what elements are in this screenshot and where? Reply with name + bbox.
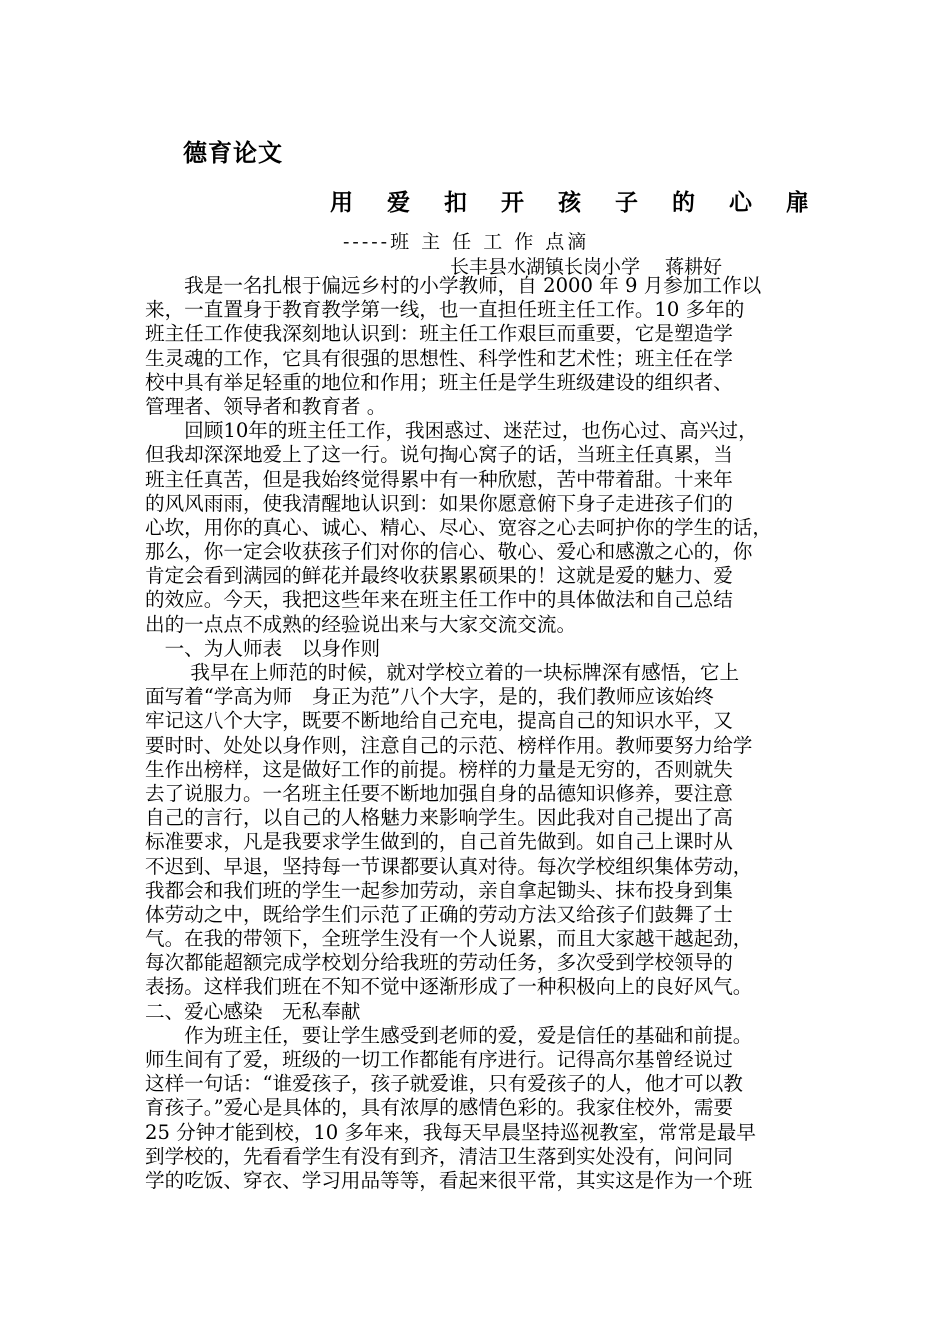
body-line: 出的一点点不成熟的经验说出来与大家交流交流。 [145, 612, 577, 636]
section-heading-1: 一、为人师表 以身作则 [145, 636, 381, 660]
body-line: 体劳动之中，既给学生们示范了正确的劳动方法又给孩子们鼓舞了士 [145, 902, 733, 926]
body-line: 班主任工作使我深刻地认识到：班主任工作艰巨而重要，它是塑造学 [145, 322, 733, 346]
body-line: 面写着“学高为师 身正为范”八个大字，是的，我们教师应该始终 [145, 685, 714, 709]
body-line: 但我却深深地爱上了这一行。说句掏心窝子的话，当班主任真累，当 [145, 443, 733, 467]
body-line: 到学校的，先看看学生有没有到齐，清洁卫生落到实处没有，问问同 [145, 1144, 733, 1168]
body-line: 校中具有举足轻重的地位和作用；班主任是学生班级建设的组织者、 [145, 370, 733, 394]
body-line: 学的吃饭、穿衣、学习用品等等，看起来很平常，其实这是作为一个班 [145, 1168, 753, 1192]
body-line: 来，一直置身于教育教学第一线，也一直担任班主任工作。10 多年的 [145, 298, 745, 322]
body-line: 师生间有了爱，班级的一切工作都能有序进行。记得高尔基曾经说过 [145, 1048, 733, 1071]
document-title: 用 爱 扣 开 孩 子 的 心 扉 [330, 190, 823, 216]
body-line: 我都会和我们班的学生一起参加劳动，亲自拿起锄头、抹布投身到集 [145, 878, 733, 902]
body-line: 育孩子。”爱心是具体的，具有浓厚的感情色彩的。我家住校外，需要 [145, 1096, 734, 1120]
body-line: 作为班主任，要让学生感受到老师的爱，爱是信任的基础和前提。 [145, 1023, 753, 1047]
body-line: 25 分钟才能到校，10 多年来，我每天早晨坚持巡视教室，常常是最早 [145, 1120, 756, 1144]
body-line: 的效应。今天，我把这些年来在班主任工作中的具体做法和自己总结 [145, 588, 733, 612]
body-line: 肯定会看到满园的鲜花并最终收获累累硕果的！这就是爱的魅力、爱 [145, 564, 733, 588]
document-category: 德育论文 [183, 139, 283, 167]
body-line: 牢记这八个大字，既要不断地给自己充电，提高自己的知识水平，又 [145, 709, 733, 733]
document-subtitle: -----班 主 任 工 作 点滴 [343, 231, 590, 253]
body-line: 每次都能超额完成学校划分给我班的劳动任务，多次受到学校领导的 [145, 951, 733, 975]
body-line: 班主任真苦，但是我始终觉得累中有一种欣慰，苦中带着甜。十来年 [145, 467, 733, 491]
document-body [145, 274, 825, 1193]
body-line: 管理者、领导者和教育者 。 [145, 394, 387, 418]
body-line: 我早在上师范的时候，就对学校立着的一块标牌深有感悟，它上 [145, 661, 740, 684]
body-line: 生作出榜样，这是做好工作的前提。榜样的力量是无穷的，否则就失 [145, 757, 733, 781]
section-heading-2: 二、爱心感染 无私奉献 [145, 999, 361, 1023]
body-line: 这样一句话：“谁爱孩子，孩子就爱谁，只有爱孩子的人，他才可以教 [145, 1072, 743, 1096]
body-line: 心坎，用你的真心、诚心、精心、尽心、宽容之心去呵护你的学生的话， [145, 515, 772, 539]
body-line: 生灵魂的工作，它具有很强的思想性、科学性和艺术性；班主任在学 [145, 346, 733, 370]
body-line: 的风风雨雨，使我清醒地认识到：如果你愿意俯下身子走进孩子们的 [145, 491, 733, 515]
body-line: 标准要求，凡是我要求学生做到的，自己首先做到。如自己上课时从 [145, 830, 733, 854]
body-line: 那么，你一定会收获孩子们对你的信心、敬心、爱心和感激之心的，你 [145, 540, 753, 564]
body-line: 去了说服力。一名班主任要不断地加强自身的品德知识修养，要注意 [145, 781, 733, 805]
body-line: 表扬。这样我们班在不知不觉中逐渐形成了一种积极向上的良好风气。 [145, 975, 753, 999]
body-line: 不迟到、早退，坚持每一节课都要认真对待。每次学校组织集体劳动， [145, 854, 753, 878]
body-line: 要时时、处处以身作则，注意自己的示范、榜样作用。教师要努力给学 [145, 733, 753, 757]
body-line: 气。在我的带领下，全班学生没有一个人说累，而且大家越干越起劲， [145, 927, 753, 951]
body-line: 回顾10年的班主任工作，我困惑过、迷茫过，也伤心过、高兴过， [145, 419, 758, 443]
document-author: 长丰县水湖镇长岗小学 蒋耕好 [450, 256, 723, 278]
body-line: 自己的言行，以自己的人格魅力来影响学生。因此我对自己提出了高 [145, 806, 733, 830]
body-line: 我是一名扎根于偏远乡村的小学教师，自 2000 年 9 月参加工作以 [145, 274, 762, 297]
